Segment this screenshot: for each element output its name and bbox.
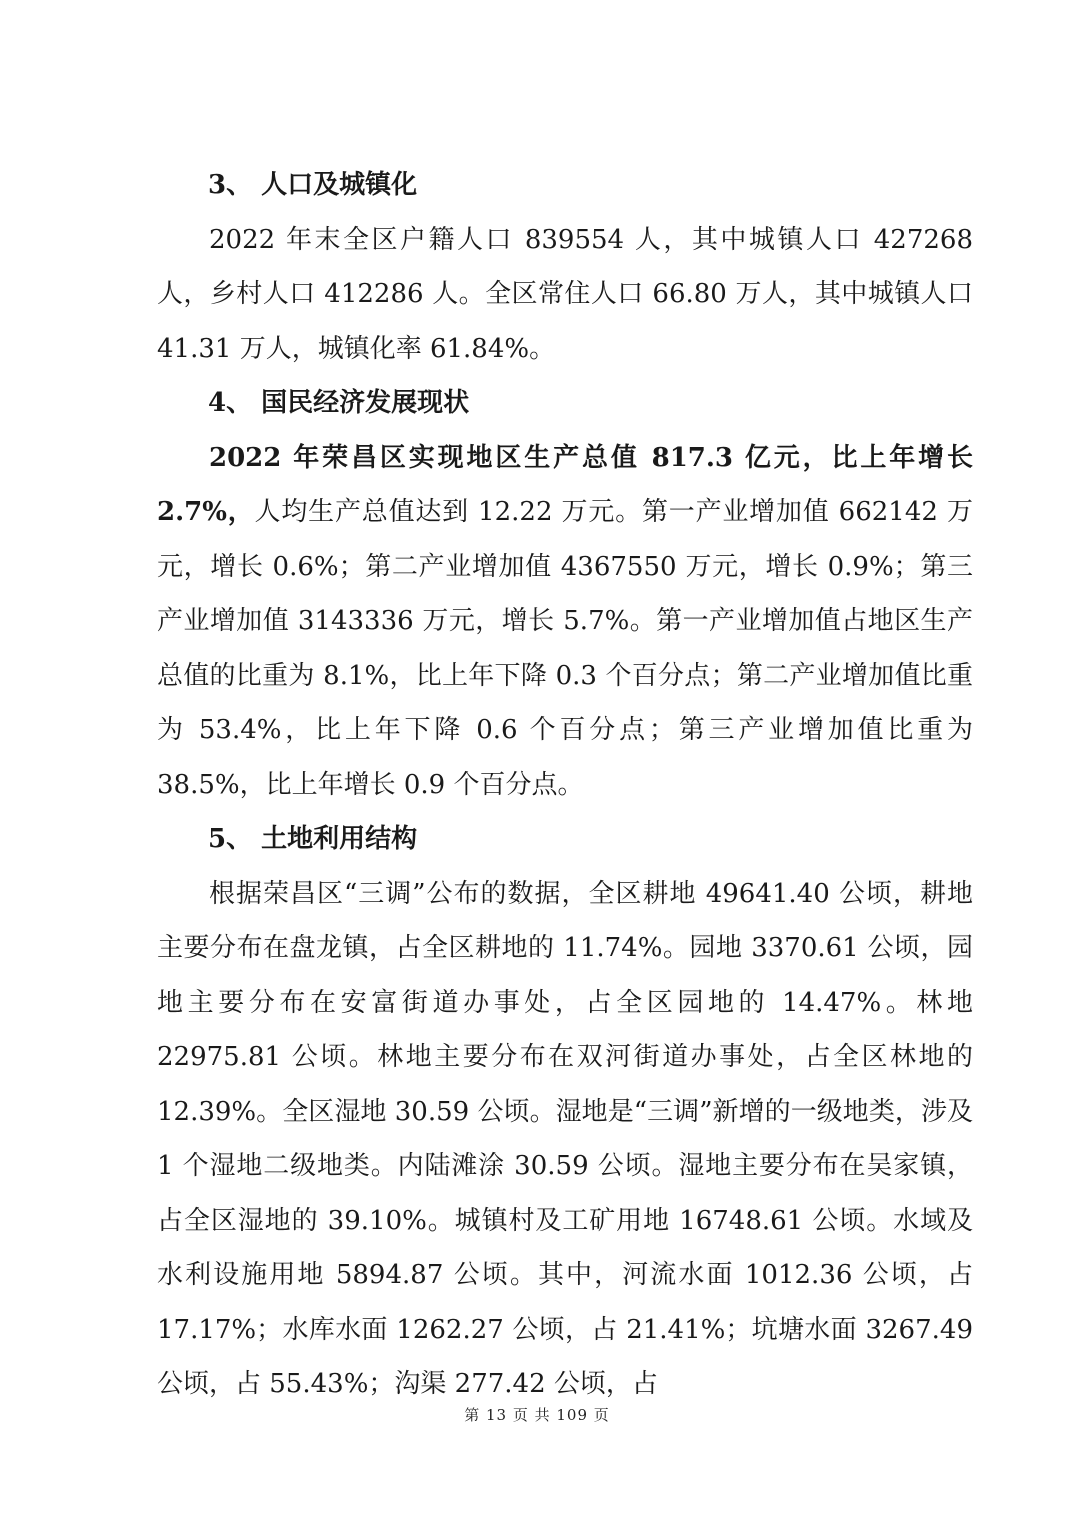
section-land-use: [157, 812, 973, 1412]
page-number-footer: 第 13 页 共 109 页: [464, 1406, 610, 1424]
section-heading: 4、 国民经济发展现状: [208, 388, 470, 418]
section-paragraph: 根据荣昌区“三调”公布的数据，全区耕地 49641.40 公顷，耕地主要分布在盘龙镇，占全区耕地的 11.74%。园地 3370.61 公顷，园地主要分布在安富街道办事处，占全区园地的 14.47%。林地 22975.81 公顷。林地主要分布在双河街道办事处，占全区林地的 12.39%。全区湿地 30.59 公顷。湿地是“三调”新增的一级地类，涉及 1 个湿地二级地类。内陆滩涂 30.59 公顷。湿地主要分布在吴家镇，占全区湿地的 39.10%。城镇村及工矿用地 16748.61 公顷。水域及水利设施用地 5894.87 公顷。其中，河流水面 1012.36 公顷，占 17.17%；水库水面 1262.27 公顷，占 21.41%；坑塘水面 3267.49 公顷，占 55.43%；沟渠 277.42 公顷，占: [157, 878, 973, 1399]
section-heading: 3、 人口及城镇化: [208, 170, 418, 200]
paragraph-body: 人均生产总值达到 12.22 万元。第一产业增加值 662142 万元，增长 0.6%；第二产业增加值 4367550 万元，增长 0.9%；第三产业增加值 3143336 万元，增长 5.7%。第一产业增加值占地区生产总值的比重为 8.1%，比上年下降 0.3 个百分点；第二产业增加值比重为 53.4%，比上年下降 0.6 个百分点；第三产业增加值比重为 38.5%，比上年增长 0.9 个百分点。: [157, 497, 973, 800]
page-content: [157, 158, 973, 1412]
bold-lead-sentence: 2022 年荣昌区实现地区生产总值 817.3 亿元，比上年增长 2.7%，: [157, 442, 973, 527]
section-paragraph: [157, 431, 973, 813]
section-paragraph: 2022 年末全区户籍人口 839554 人，其中城镇人口 427268 人，乡村人口 412286 人。全区常住人口 66.80 万人，其中城镇人口 41.31 万人，城镇化率 61.84%。: [157, 224, 973, 364]
section-economy: [157, 376, 973, 812]
section-heading: 5、 土地利用结构: [208, 824, 418, 854]
section-population: [157, 158, 973, 376]
